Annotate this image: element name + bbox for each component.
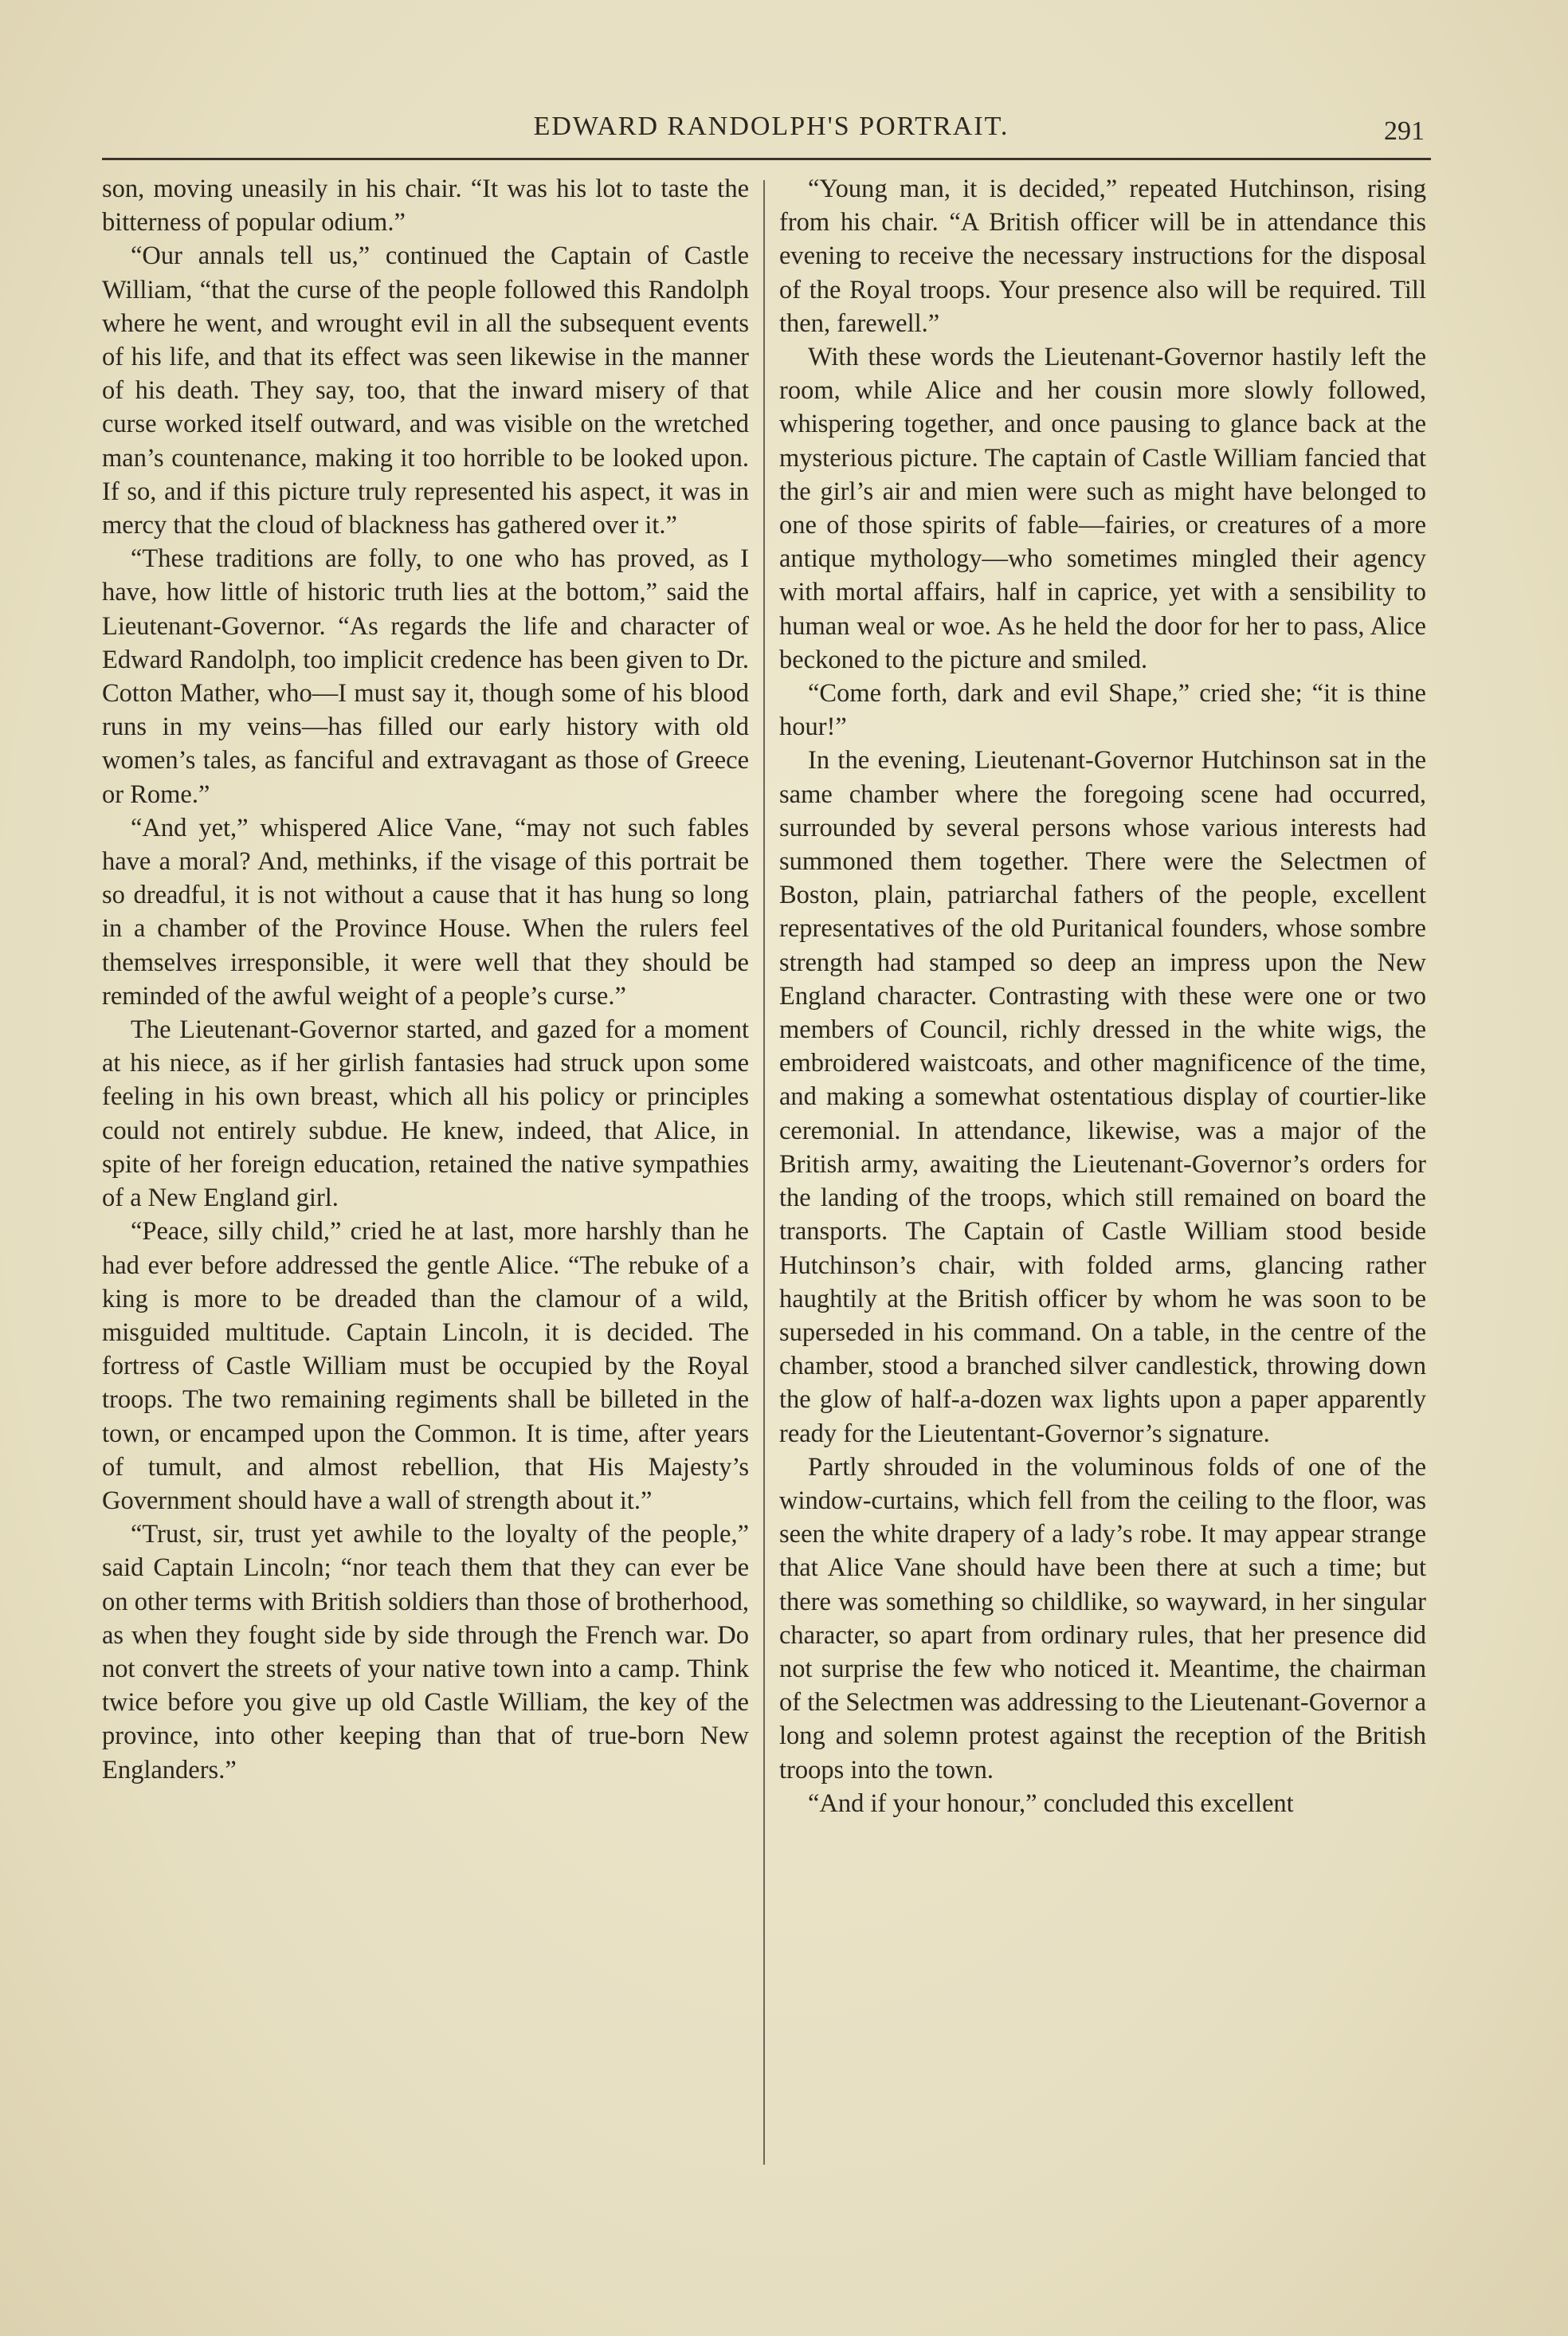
paragraph: “Come forth, dark and evil Shape,” cried she; “it is thine hour!” [779, 679, 1426, 742]
paragraph: “And yet,” whispered Alice Vane, “may not such fables have a moral? And, methinks, if the visage of this portrait be so dreadful, it is not without a cause that it has hung so long in a chamber of the Province House. When the rulers feel themselves irresponsible, it were well that they should be reminded of the awful weight of a people’s curse.” [102, 813, 749, 1011]
paragraph: “Peace, silly child,” cried he at last, more harshly than he had ever before addressed the gentle Alice. “The rebuke of a king is more to be dreaded than the clamour of a wild, misguided multitude. Captain Lincoln, it is decided. The fortress of Castle William must be occupied by the Royal troops. The two remaining regiments shall be billeted in the town, or encamped upon the Common. It is time, after years of tumult, and almost rebellion, that His Majesty’s Government should have a wall of strength about it.” [102, 1217, 749, 1515]
paragraph: son, moving uneasily in his chair. “It was his lot to taste the bitterness of popular odium.” [102, 175, 749, 238]
left-column [102, 172, 749, 1787]
paragraph: “Trust, sir, trust yet awhile to the loyalty of the people,” said Captain Lincoln; “nor teach them that they can ever be on other terms with British soldiers than those of brotherhood, as when they fought side by side through the French war. Do not convert the streets of your native town into a camp. Think twice before you give up old Castle William, the key of the province, into other keeping than that of true-born New Englanders.” [102, 1520, 749, 1784]
paragraph: “And if your honour,” concluded this excellent [808, 1788, 1294, 1818]
paragraph: “Young man, it is decided,” repeated Hutchinson, rising from his chair. “A British officer will be in attendance this evening to receive the necessary instructions for the disposal of the Royal troops. Your presence also will be required. Till then, farewell.” [779, 175, 1426, 338]
paragraph: With these words the Lieutenant-Governor hastily left the room, while Alice and her cousin more slowly followed, whispering together, and once pausing to glance back at the mysterious picture. The captain of Castle William fancied that the girl’s air and mien were such as might have belonged to one of those spirits of fable—fairies, or creatures of a more antique mythology—who sometimes mingled their agency with mortal affairs, half in caprice, yet with a sensibility to human weal or woe. As he held the door for her to pass, Alice beckoned to the picture and smiled. [779, 343, 1426, 674]
paragraph: The Lieutenant-Governor started, and gazed for a moment at his niece, as if her girlish fantasies had struck upon some feeling in his own breast, which all his policy or principles could not entirely subdue. He knew, indeed, that Alice, in spite of her foreign education, retained the native sympathies of a New England girl. [102, 1015, 749, 1213]
paragraph: “Our annals tell us,” continued the Captain of Castle William, “that the curse of the people followed this Randolph where he went, and wrought evil in all the subsequent events of his life, and that its effect was seen likewise in the manner of his death. They say, too, that the inward misery of that curse worked itself outward, and was visible on the wretched man’s countenance, making it too horrible to be looked upon. If so, and if this picture truly represented his aspect, it was in mercy that the cloud of blackness has gathered over it.” [102, 241, 749, 540]
column-divider [763, 180, 765, 2165]
paragraph: Partly shrouded in the voluminous folds of one of the window-curtains, which fell from the ceiling to the floor, was seen the white drapery of a lady’s robe. It may appear strange that Alice Vane should have been there at such a time; but there was something so childlike, so wayward, in her singular character, so apart from ordinary rules, that her presence did not surprise the few who noticed it. Meantime, the chairman of the Selectmen was addressing to the Lieutenant-Governor a long and solemn protest against the reception of the British troops into the town. [779, 1452, 1426, 1784]
right-column [779, 172, 1426, 1820]
paragraph: In the evening, Lieutenant-Governor Hutchinson sat in the same chamber where the foregoing scene had occurred, surrounded by several persons whose various interests had summoned them together. There were the Selectmen of Boston, plain, patriarchal fathers of the people, excellent representatives of the old Puritanical founders, whose sombre strength had stamped so deep an impress upon the New England character. Contrasting with these were one or two members of Council, richly dressed in the white wigs, the embroidered waistcoats, and other magnificence of the time, and making a somewhat ostentatious display of courtier-like ceremonial. In attendance, likewise, was a major of the British army, awaiting the Lieutenant-Governor’s orders for the landing of the troops, which still remained on board the transports. The Captain of Castle William stood beside Hutchinson’s chair, with folded arms, glancing rather haughtily at the British officer by whom he was soon to be superseded in his command. On a table, in the centre of the chamber, stood a branched silver candlestick, throwing down the glow of half-a-dozen wax lights upon a paper apparently ready for the Lieutentant-Governor’s signature. [779, 746, 1426, 1448]
running-title: EDWARD RANDOLPH'S PORTRAIT. [533, 112, 1009, 141]
header-rule [102, 158, 1431, 160]
page-number: 291 [1384, 116, 1425, 146]
paragraph: “These traditions are folly, to one who has proved, as I have, how little of historic truth lies at the bottom,” said the Lieutenant-Governor. “As regards the life and character of Edward Randolph, too implicit credence has been given to Dr. Cotton Mather, who—I must say it, though some of his blood runs in my veins—has filled our early history with old women’s tales, as fanciful and extravagant as those of Greece or Rome.” [102, 544, 749, 809]
running-head [102, 112, 1425, 159]
